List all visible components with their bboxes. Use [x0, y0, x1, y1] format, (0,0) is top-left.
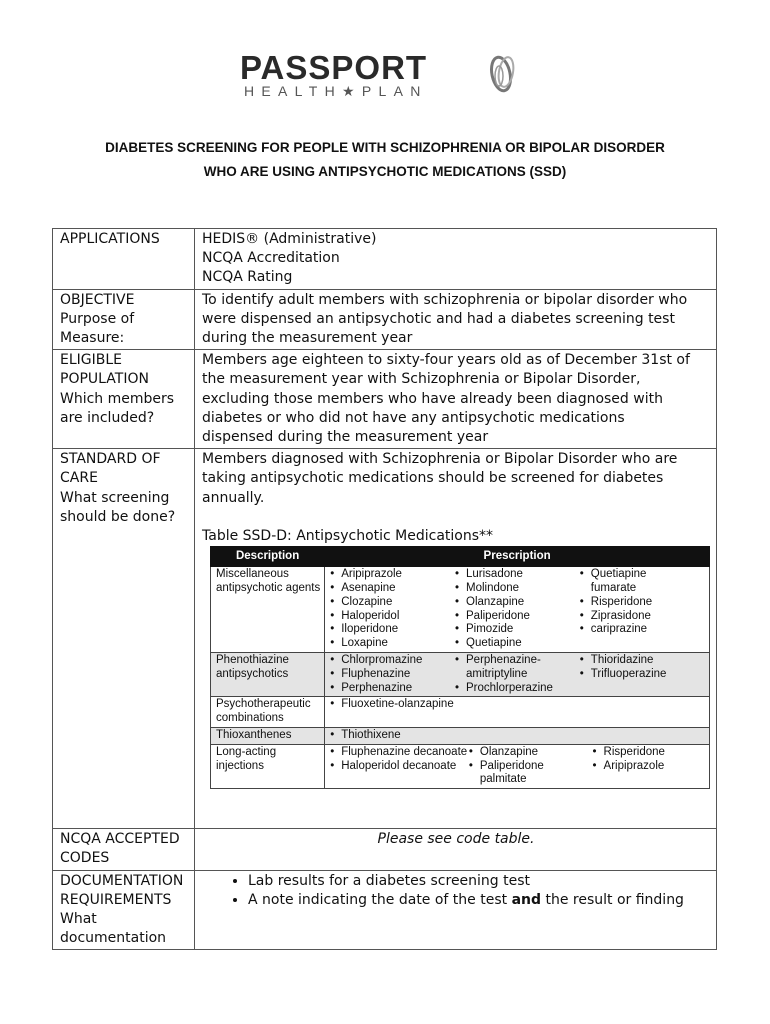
- title-line-2: WHO ARE USING ANTIPSYCHOTIC MEDICATIONS (SSD): [203, 164, 567, 179]
- drug-item: • Quetiapine fumarate: [580, 568, 692, 596]
- value-ncqa-codes: Please see code table.: [195, 829, 717, 870]
- drug-item: • Risperidone: [593, 746, 705, 760]
- value-applications: [195, 229, 717, 290]
- drug-item: • Asenapine: [330, 582, 455, 596]
- application-item: HEDIS® (Administrative): [202, 231, 377, 247]
- value-objective: To identify adult members with schizophrenia or bipolar disorder who were dispensed an antipsychotic and had a diabetes screening test during the measurement year: [195, 289, 717, 350]
- drug-item: • Perphenazine-amitriptyline: [455, 654, 580, 682]
- drug-item: • Fluoxetine-olanzapine: [330, 698, 705, 712]
- med-category: Psychotherapeutic combinations: [211, 697, 325, 728]
- header-description: Description: [211, 547, 325, 567]
- med-category: Long-acting injections: [211, 744, 325, 788]
- drug-item: • Risperidone: [580, 596, 692, 610]
- title-line-1: DIABETES SCREENING FOR PEOPLE WITH SCHIZOPHRENIA OR BIPOLAR DISORDER: [105, 140, 665, 155]
- med-row-thioxanthenes: [211, 728, 710, 745]
- doc-item-lab-results: • Lab results for a diabetes screening test: [248, 872, 710, 891]
- drug-item: • Molindone: [455, 582, 580, 596]
- drug-item: • Fluphenazine decanoate: [330, 746, 469, 760]
- drug-item: • Quetiapine: [455, 637, 580, 651]
- drug-item: • Clozapine: [330, 596, 455, 610]
- drug-item: • Olanzapine: [455, 596, 580, 610]
- drug-item: • Loxapine: [330, 637, 455, 651]
- drug-item: • Iloperidone: [330, 623, 455, 637]
- med-row-phenothiazine: [211, 653, 710, 697]
- drug-item: • cariprazine: [580, 623, 692, 637]
- row-documentation: [53, 870, 717, 950]
- row-ncqa-codes: [53, 829, 717, 870]
- drug-item: • Thiothixene: [330, 729, 705, 743]
- drug-item: • Paliperidone palmitate: [469, 760, 593, 788]
- row-applications: [53, 229, 717, 290]
- value-eligible-population: Members age eighteen to sixty-four years old as of December 31st of the measurement year with Schizophrenia or Bipolar Disorder, excluding those members who have already been diagnosed with diabetes or who did not have any antipsychotic medications dispensed during the measurement year: [195, 350, 717, 449]
- drug-item: • Fluphenazine: [330, 668, 455, 682]
- label-eligible-population: ELIGIBLE POPULATION Which members are included?: [53, 350, 195, 449]
- drug-item: • Thioridazine: [580, 654, 692, 668]
- row-standard-of-care: [53, 449, 717, 829]
- measure-table: [52, 228, 717, 950]
- med-category: Miscellaneous antipsychotic agents: [211, 567, 325, 653]
- drug-item: • Olanzapine: [469, 746, 593, 760]
- label-standard-of-care: STANDARD OF CARE What screening should be done?: [53, 449, 195, 829]
- label-ncqa-codes: NCQA ACCEPTED CODES: [53, 829, 195, 870]
- drug-item: • Paliperidone: [455, 610, 580, 624]
- drug-item: • Ziprasidone: [580, 610, 692, 624]
- drug-item: • Haloperidol decanoate: [330, 760, 469, 774]
- drug-item: • Aripiprazole: [330, 568, 455, 582]
- passport-swirl-icon: [484, 46, 524, 98]
- antipsychotic-medications-table: [210, 546, 710, 789]
- value-standard-of-care: Members diagnosed with Schizophrenia or Bipolar Disorder who are taking antipsychotic medications should be screened for diabetes annually. Table SSD-D: Antipsychotic Medications** Description Prescription Miscellaneous antipsychotic agents • Aripiprazole • Asenapine • Clozapine • Haloperidol • Iloperidone • Loxapine • Lurisadone • Molindone • Olanzapine • Paliperidone • Pimozide • Quetiapine • Quetiapine fumarate • Risperidone • Ziprasidone • cariprazine Phenothiazine antipsychotics • Chlorpromazine • Fluphenazine • Perphenazine • Perphenazine-amitriptyline • Prochlorperazine • Thioridazine • Trifluoperazine Psychotherapeutic combinations • Fluoxetine-olanzapine Thioxanthenes • Thiothixene Long-acting injections • Fluphenazine decanoate • Haloperidol decanoate • Olanzapine • Paliperidone palmitate • Risperidone • Aripiprazole: [195, 449, 717, 829]
- med-row-misc: [211, 567, 710, 653]
- drug-item: • Perphenazine: [330, 682, 455, 696]
- drug-item: • Prochlorperazine: [455, 682, 580, 696]
- page-title: [0, 136, 770, 184]
- logo-wordmark: PASSPORT: [240, 49, 428, 86]
- label-documentation: DOCUMENTATION REQUIREMENTS What documentation: [53, 870, 195, 950]
- drug-item: • Trifluoperazine: [580, 668, 692, 682]
- drug-item: • Lurisadone: [455, 568, 580, 582]
- drug-item: • Pimozide: [455, 623, 580, 637]
- med-row-psychotherapeutic: [211, 697, 710, 728]
- med-category: Thioxanthenes: [211, 728, 325, 745]
- passport-health-plan-logo: [238, 50, 538, 102]
- row-objective: [53, 289, 717, 350]
- logo-subtitle: HEALTH★PLAN: [244, 83, 428, 99]
- med-category: Phenothiazine antipsychotics: [211, 653, 325, 697]
- row-eligible-population: [53, 350, 717, 449]
- label-applications: APPLICATIONS: [53, 229, 195, 290]
- drug-item: • Chlorpromazine: [330, 654, 455, 668]
- application-item: NCQA Rating: [202, 269, 293, 286]
- header-prescription: Prescription: [325, 547, 710, 567]
- table-caption: Table SSD-D: Antipsychotic Medications**: [202, 527, 494, 544]
- value-documentation: [195, 870, 717, 950]
- med-row-long-acting: [211, 744, 710, 788]
- label-objective: OBJECTIVE Purpose of Measure:: [53, 289, 195, 350]
- drug-item: • Haloperidol: [330, 610, 455, 624]
- application-item: NCQA Accreditation: [202, 250, 340, 267]
- drug-item: • Aripiprazole: [593, 760, 705, 774]
- doc-item-note: • A note indicating the date of the test and the result or finding: [248, 891, 710, 910]
